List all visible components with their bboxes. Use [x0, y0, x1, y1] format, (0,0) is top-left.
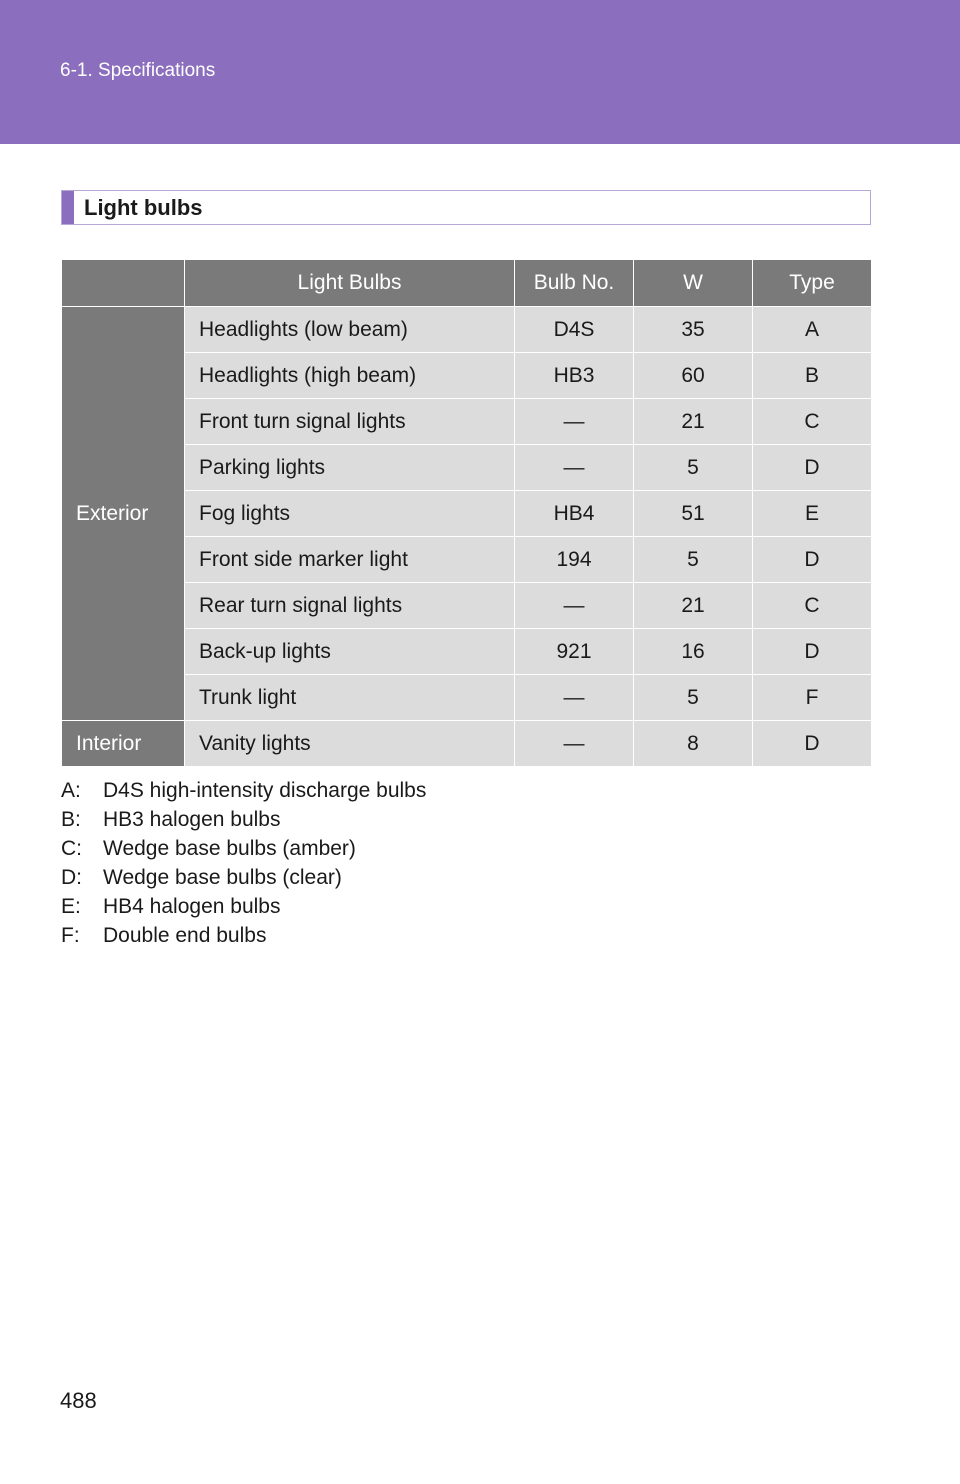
bulb-number: —	[515, 445, 634, 491]
heading-title: Light bulbs	[84, 195, 203, 220]
bulb-number: —	[515, 583, 634, 629]
bulb-name: Back-up lights	[185, 629, 515, 675]
legend-text: Wedge base bulbs (clear)	[103, 866, 342, 889]
bulb-name: Headlights (low beam)	[185, 307, 515, 353]
bulb-name: Front side marker light	[185, 537, 515, 583]
legend-key: B:	[61, 808, 81, 831]
bulb-wattage: 5	[634, 675, 753, 721]
bulb-wattage: 5	[634, 537, 753, 583]
table-row	[62, 307, 872, 353]
bulb-type: A	[753, 307, 872, 353]
legend-text: HB4 halogen bulbs	[103, 895, 281, 918]
column-header: Bulb No.	[515, 260, 634, 307]
bulb-type: C	[753, 399, 872, 445]
bulb-wattage: 60	[634, 353, 753, 399]
type-legend	[61, 776, 426, 950]
bulb-name: Front turn signal lights	[185, 399, 515, 445]
legend-key: D:	[61, 866, 82, 889]
bulb-wattage: 21	[634, 583, 753, 629]
bulb-name: Rear turn signal lights	[185, 583, 515, 629]
bulb-number: D4S	[515, 307, 634, 353]
bulb-type: D	[753, 721, 872, 767]
bulb-name: Vanity lights	[185, 721, 515, 767]
section-title: 6-1. Specifications	[60, 60, 216, 81]
section-heading	[61, 190, 871, 225]
legend-key: C:	[61, 837, 82, 860]
column-header: Light Bulbs	[185, 260, 515, 307]
column-header	[62, 260, 185, 307]
heading-accent-bar	[62, 191, 74, 224]
bulb-wattage: 51	[634, 491, 753, 537]
table-row	[62, 721, 872, 767]
bulb-wattage: 21	[634, 399, 753, 445]
bulb-number: HB3	[515, 353, 634, 399]
legend-text: D4S high-intensity discharge bulbs	[103, 779, 427, 802]
bulb-number: 194	[515, 537, 634, 583]
legend-text: HB3 halogen bulbs	[103, 808, 281, 831]
legend-key: A:	[61, 779, 81, 802]
bulb-type: D	[753, 445, 872, 491]
page-number: 488	[60, 1388, 97, 1413]
legend-item	[61, 892, 426, 921]
legend-item	[61, 805, 426, 834]
bulb-wattage: 16	[634, 629, 753, 675]
group-label: Exterior	[62, 307, 185, 721]
light-bulbs-table	[61, 259, 872, 767]
bulb-type: F	[753, 675, 872, 721]
header-band	[0, 0, 960, 144]
bulb-name: Trunk light	[185, 675, 515, 721]
legend-item	[61, 834, 426, 863]
bulb-wattage: 35	[634, 307, 753, 353]
bulb-type: D	[753, 629, 872, 675]
bulb-number: —	[515, 399, 634, 445]
bulb-type: D	[753, 537, 872, 583]
legend-item	[61, 776, 426, 805]
bulb-type: E	[753, 491, 872, 537]
legend-key: E:	[61, 895, 81, 918]
bulb-wattage: 8	[634, 721, 753, 767]
legend-item	[61, 863, 426, 892]
table-header-row	[62, 260, 872, 307]
column-header: Type	[753, 260, 872, 307]
legend-key: F:	[61, 924, 80, 947]
bulb-type: C	[753, 583, 872, 629]
bulb-name: Parking lights	[185, 445, 515, 491]
bulb-wattage: 5	[634, 445, 753, 491]
legend-item	[61, 921, 426, 950]
bulb-type: B	[753, 353, 872, 399]
column-header: W	[634, 260, 753, 307]
legend-text: Wedge base bulbs (amber)	[103, 837, 356, 860]
bulb-number: —	[515, 721, 634, 767]
bulb-name: Fog lights	[185, 491, 515, 537]
bulb-number: HB4	[515, 491, 634, 537]
bulb-number: 921	[515, 629, 634, 675]
bulb-name: Headlights (high beam)	[185, 353, 515, 399]
group-label: Interior	[62, 721, 185, 767]
bulb-number: —	[515, 675, 634, 721]
legend-text: Double end bulbs	[103, 924, 267, 947]
